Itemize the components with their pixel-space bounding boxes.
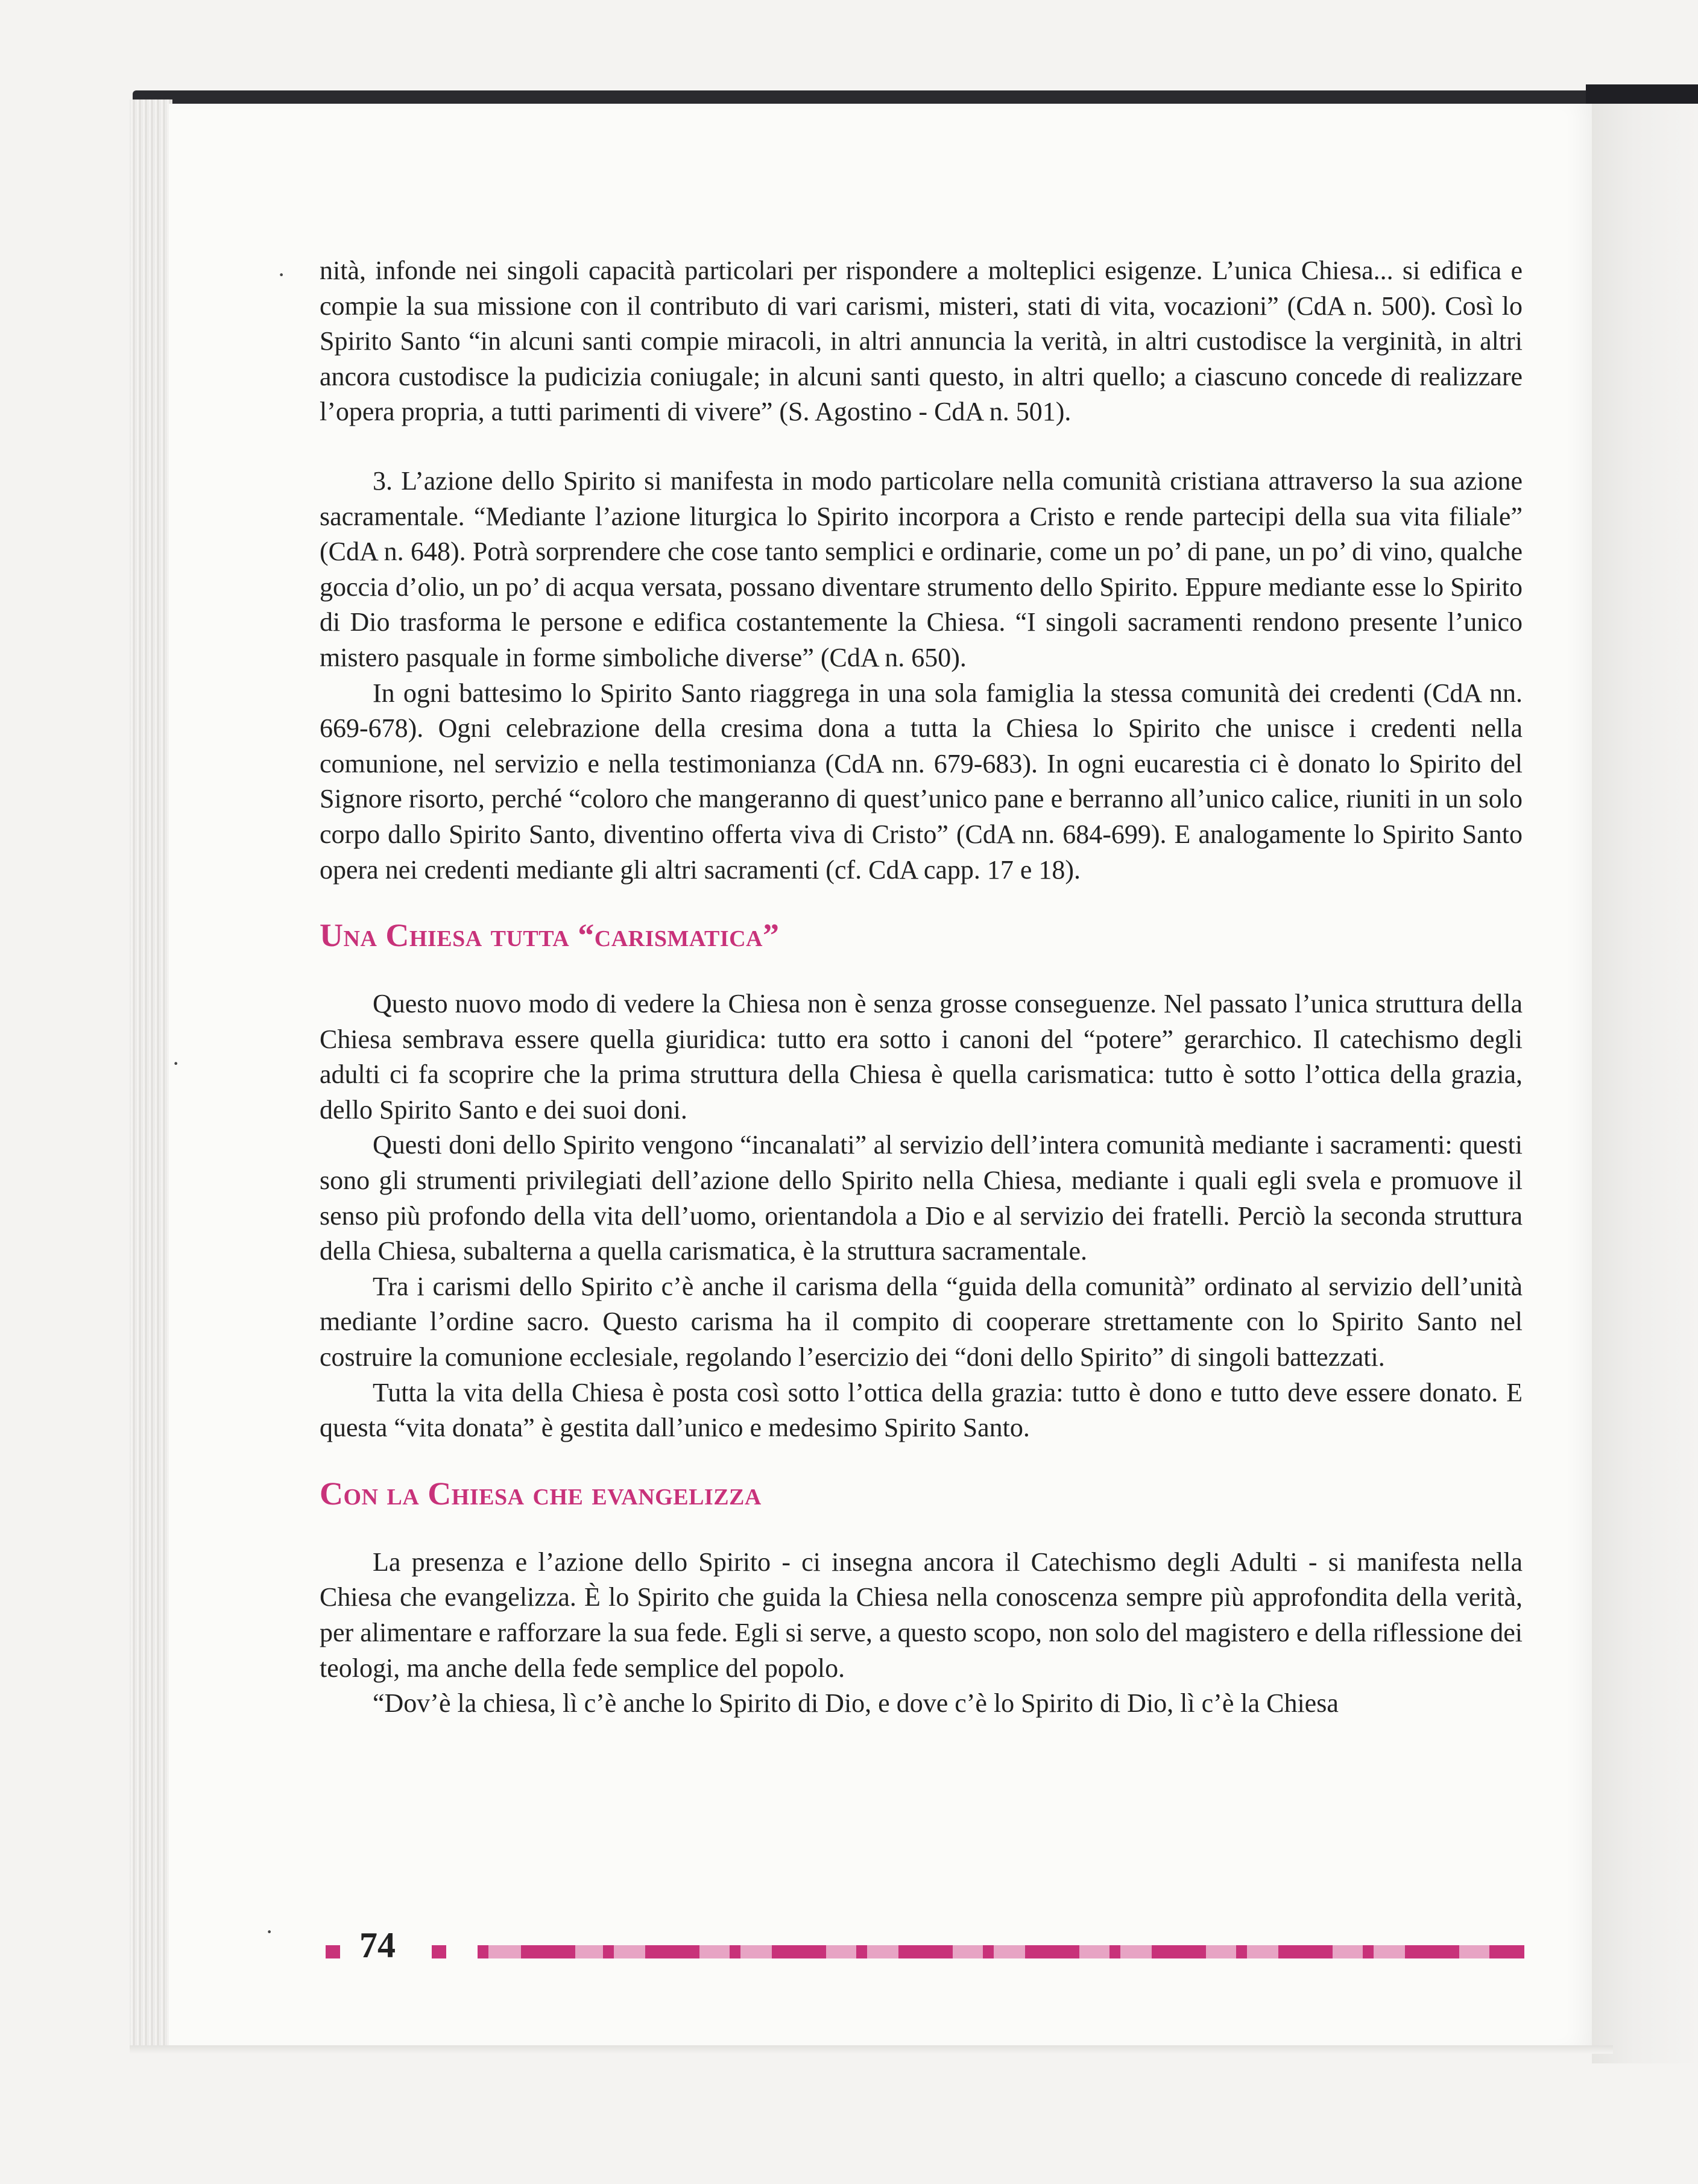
paragraph: Questo nuovo modo di vedere la Chiesa non è senza grosse conseguenze. Nel passato l’unica struttura della Chiesa sembrava essere quella giuridica: tutto era sotto i canoni del “potere” gerarchico. Il catechismo degli adulti ci fa scoprire che la prima struttura della Chiesa è quella carismatica: tutto è sotto l’ottica della grazia, dello Spirito Santo e dei suoi doni. bbox=[320, 989, 1523, 1125]
footer-dash bbox=[856, 1945, 867, 1958]
footer-dash bbox=[772, 1945, 826, 1958]
paragraph-continuation: nità, infonde nei singoli capacità particolari per rispondere a molteplici esigenze. L’unica Chiesa... si edifica e compie la sua missione con il contributo di vari carismi, misteri, stati di vita, vocazioni” (CdA n. 500). Così lo Spirito Santo “in alcuni santi compie miracoli, in altri annuncia la verità, in altri custodisce la verginità, in altri ancora custodisce la pudicizia coniugale; in alcuni santi questo, in altri quello; a ciascuno concede di realizzare l’opera propria, a tutti parimenti di vivere” (S. Agostino - CdA n. 501). bbox=[320, 256, 1523, 427]
footer-dash bbox=[521, 1945, 575, 1958]
page-body bbox=[320, 253, 1523, 1722]
paragraph: Tra i carismi dello Spirito c’è anche il carisma della “guida della comunità” ordinato al servizio dell’unità mediante l’ordine sacro. Questo carisma ha il compito di cooperare strettamente con lo Spirito Santo nel costruire la comunione ecclesiale, regolando l’esercizio dei “doni dello Spirito” di singoli battezzati. bbox=[320, 1271, 1523, 1372]
stray-dot-mark: · bbox=[265, 1918, 274, 1945]
paragraph: La presenza e l’azione dello Spirito - ci insegna ancora il Catechismo degli Adulti - si manifesta nella Chiesa che evangelizza. È lo Spirito che guida la Chiesa nella conoscenza sempre più approfondita della verità, per alimentare e rafforzare la sua fede. Egli si serve, a questo scopo, non solo del magistero e della riflessione dei teologi, ma anche della fede semplice del popolo. bbox=[320, 1547, 1523, 1683]
footer-dash bbox=[983, 1945, 994, 1958]
footer-dash bbox=[645, 1945, 699, 1958]
stray-dot-mark: · bbox=[277, 261, 286, 288]
paragraph: Tutta la vita della Chiesa è posta così sotto l’ottica della grazia: tutto è dono e tutto deve essere donato. E questa “vita donata” è gestita dall’unico e medesimo Spirito Santo. bbox=[320, 1377, 1523, 1443]
footer-dash bbox=[603, 1945, 614, 1958]
section-heading-evangelizza: Con la Chiesa che evangelizza bbox=[320, 1475, 762, 1512]
footer-square bbox=[326, 1945, 340, 1958]
footer-dash bbox=[1152, 1945, 1206, 1958]
page-footer bbox=[320, 1925, 1526, 1967]
paragraph-sacramental-action: 3. L’azione dello Spirito si manifesta in modo particolare nella comunità cristiana attraverso la sua azione sacramentale. “Mediante l’azione liturgica lo Spirito incorpora a Cristo e rende partecipi della sua vita filiale” (CdA n. 648). Potrà sorprendere che cose tanto semplici e ordinarie, come un po’ di pane, un po’ di vino, qualche goccia d’olio, un po’ di acqua versata, possano diventare strumento dello Spirito. Eppure mediante esse lo Spirito di Dio trasforma le persone e edifica costantemente la Chiesa. “I singoli sacramenti rendono presente l’unico mistero pasquale in forme simboliche diverse” (CdA n. 650). bbox=[320, 466, 1523, 672]
page-stack-edges bbox=[130, 99, 172, 2047]
footer-dash bbox=[1363, 1945, 1374, 1958]
footer-dash bbox=[1489, 1945, 1524, 1958]
footer-dash bbox=[1025, 1945, 1079, 1958]
footer-dash bbox=[1236, 1945, 1247, 1958]
section-heading-carismatica: Una Chiesa tutta “carismatica” bbox=[320, 917, 780, 954]
footer-dash bbox=[1405, 1945, 1459, 1958]
footer-dash bbox=[898, 1945, 953, 1958]
gutter-shadow bbox=[1592, 104, 1698, 2063]
paragraph-last-line: “Dov’è la chiesa, lì c’è anche lo Spirito di Dio, e dove c’è lo Spirito di Dio, lì c’è la Chiesa bbox=[373, 1688, 1339, 1718]
footer-dash bbox=[1109, 1945, 1120, 1958]
paragraph-sacraments: In ogni battesimo lo Spirito Santo riaggrega in una sola famiglia la stessa comunità dei credenti (CdA nn. 669-678). Ogni celebrazione della cresima dona a tutta la Chiesa lo Spirito che unisce i credenti nella comunione, nel servizio e nella testimonianza (CdA nn. 679-683). In ogni eucarestia ci è donato lo Spirito del Signore risorto, perché “coloro che mangeranno di quest’unico pane e berranno all’unico calice, riuniti in un solo corpo dallo Spirito Santo, diventino offerta viva di Cristo” (CdA nn. 684-699). E analogamente lo Spirito Santo opera nei credenti mediante gli altri sacramenti (cf. CdA capp. 17 e 18). bbox=[320, 678, 1523, 885]
footer-square bbox=[432, 1945, 446, 1958]
footer-dash bbox=[730, 1945, 740, 1958]
footer-dash bbox=[1278, 1945, 1333, 1958]
footer-dash bbox=[478, 1945, 488, 1958]
page-bottom-edge bbox=[130, 2045, 1613, 2054]
stray-dot-mark: · bbox=[172, 1050, 180, 1077]
page-number: 74 bbox=[359, 1925, 396, 1965]
book-top-edge bbox=[133, 90, 1640, 104]
paragraph: Questi doni dello Spirito vengono “incanalati” al servizio dell’intera comunità mediante i sacramenti: questi sono gli strumenti privilegiati dell’azione dello Spirito nella Chiesa, mediante i quali egli svela e promuove il senso più profondo della vita dell’uomo, orientandola a Dio e al servizio dei fratelli. Perciò la seconda struttura della Chiesa, subalterna a quella carismatica, è la struttura sacramentale. bbox=[320, 1130, 1523, 1266]
